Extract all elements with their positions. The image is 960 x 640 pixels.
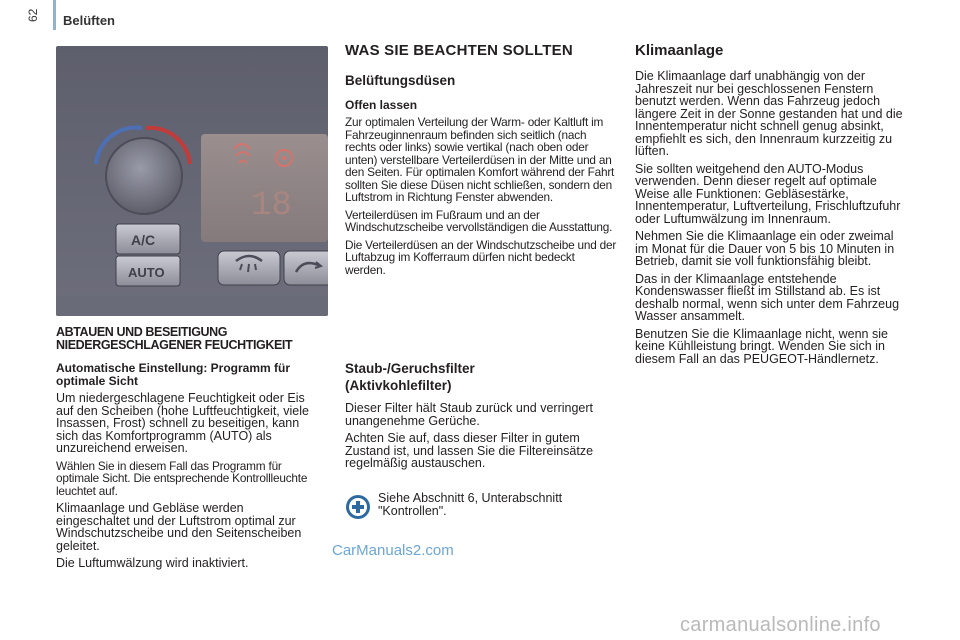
auto-button-label: AUTO	[128, 265, 165, 280]
vents-text	[345, 116, 617, 281]
climate-panel-photo	[56, 46, 328, 316]
recirculation-button[interactable]	[284, 251, 328, 285]
filter-paragraph: Dieser Filter hält Staub zurück und verringert unangenehme Gerüche.	[345, 401, 594, 428]
info-reference-text: Siehe Abschnitt 6, Unterabschnitt "Kontrollen".	[378, 491, 563, 518]
section-accent-bar	[53, 0, 56, 30]
vents-paragraph: Verteilerdüsen im Fußraum und an der Windschutzscheibe vervollständigen die Ausstattung.	[345, 207, 613, 234]
filter-heading: Staub-/Geruchsfilter (Aktivkohlefilter)	[345, 361, 475, 393]
vents-paragraph: Die Verteilerdüsen an der Windschutzscheibe und der Luftabzug im Kofferraum dürfen nicht bedeckt werden.	[345, 237, 617, 277]
defog-paragraph: Wählen Sie in diesem Fall das Programm für optimale Sicht. Die entsprechende Kontrollleuchte leuchtet auf.	[56, 458, 308, 498]
watermark-footer: carmanualsonline.info	[680, 614, 881, 636]
air-conditioning-text	[635, 70, 903, 370]
temperature-display: 18	[251, 187, 292, 225]
keep-open-heading: Offen lassen	[345, 98, 418, 112]
ac-paragraph: Benutzen Sie die Klimaanlage nicht, wenn sie keine Kühlleistung bringt. Wenden Sie sich in diesem Fall an das PEUGEOT-Händlernetz.	[635, 326, 888, 366]
defog-paragraph: Um niedergeschlagene Feuchtigkeit oder Eis auf den Scheiben (hohe Luftfeuchtigkeit, viele Insassen, Frost) schnell zu beseitigen, kann sich das Komfortprogramm (AUTO) als unzureichend erweisen.	[56, 391, 309, 455]
climate-panel-illustration	[56, 46, 328, 316]
vents-paragraph: Zur optimalen Verteilung der Warm- oder Kaltluft im Fahrzeuginnenraum befinden sich seitlich (nach rechts oder links) sowie vertikal (nach oben oder unten) verstellbare Verteilerdüsen in der Mitte und an den Seiten. Für optimalen Komfort während der Fahrt sollten Sie diese Düsen nicht schließen, sondern den Luftstrom in Richtung Fenster abwenden.	[345, 115, 615, 204]
air-conditioning-heading: Klimaanlage	[635, 42, 724, 59]
plus-info-icon	[345, 494, 371, 520]
defog-text	[56, 392, 320, 575]
ac-paragraph: Sie sollten weitgehend den AUTO-Modus verwenden. Denn dieser regelt auf optimale Weise alle Funktionen: Gebläsestärke, Innentemperatur, Luftverteilung, Frischluftzufuhr oder Luftumwälzung im Innenraum.	[635, 161, 901, 226]
auto-setting-subheading: Automatische Einstellung: Programm für optimale Sicht	[56, 361, 291, 388]
filter-paragraph: Achten Sie auf, dass dieser Filter in gutem Zustand ist, und lassen Sie die Filtereinsätze regelmäßig austauschen.	[345, 431, 594, 470]
ac-paragraph: Nehmen Sie die Klimaanlage ein oder zweimal im Monat für die Dauer von 5 bis 10 Minuten in Betrieb, damit sie voll funktionsfähig bleibt.	[635, 229, 895, 268]
section-title: Belüften	[63, 13, 115, 28]
ac-button-label: A/C	[131, 232, 156, 248]
vents-heading: Belüftungsdüsen	[345, 73, 456, 88]
defog-paragraph: Klimaanlage und Gebläse werden eingeschaltet und der Luftstrom optimal zur Windschutzscheibe und den Seitenscheiben geleitet.	[56, 501, 302, 553]
filter-text	[345, 402, 619, 475]
page-number: 62	[26, 8, 40, 22]
defog-heading: ABTAUEN UND BESEITIGUNG NIEDERGESCHLAGENER FEUCHTIGKEIT	[56, 325, 293, 352]
ac-paragraph: Die Klimaanlage darf unabhängig von der Jahreszeit nur bei geschlossenen Fenstern benutzt werden. Wenn das Fahrzeug jedoch längere Zeit in der Sonne gestanden hat und die Innentemperatur nicht schnell genug absinkt, empfiehlt es sich, den Innenraum kurzzeitig zu lüften.	[635, 69, 903, 158]
ac-paragraph: Das in der Klimaanlage entstehende Kondenswasser fließt im Stillstand ab. Es ist deshalb normal, wenn sich unter dem Fahrzeug Wasser ansammelt.	[635, 271, 900, 323]
defog-paragraph: Die Luftumwälzung wird inaktiviert.	[56, 556, 249, 570]
watermark-link[interactable]: CarManuals2.com	[332, 542, 454, 559]
info-reference	[345, 492, 615, 522]
main-heading: WAS SIE BEACHTEN SOLLTEN	[345, 42, 573, 59]
